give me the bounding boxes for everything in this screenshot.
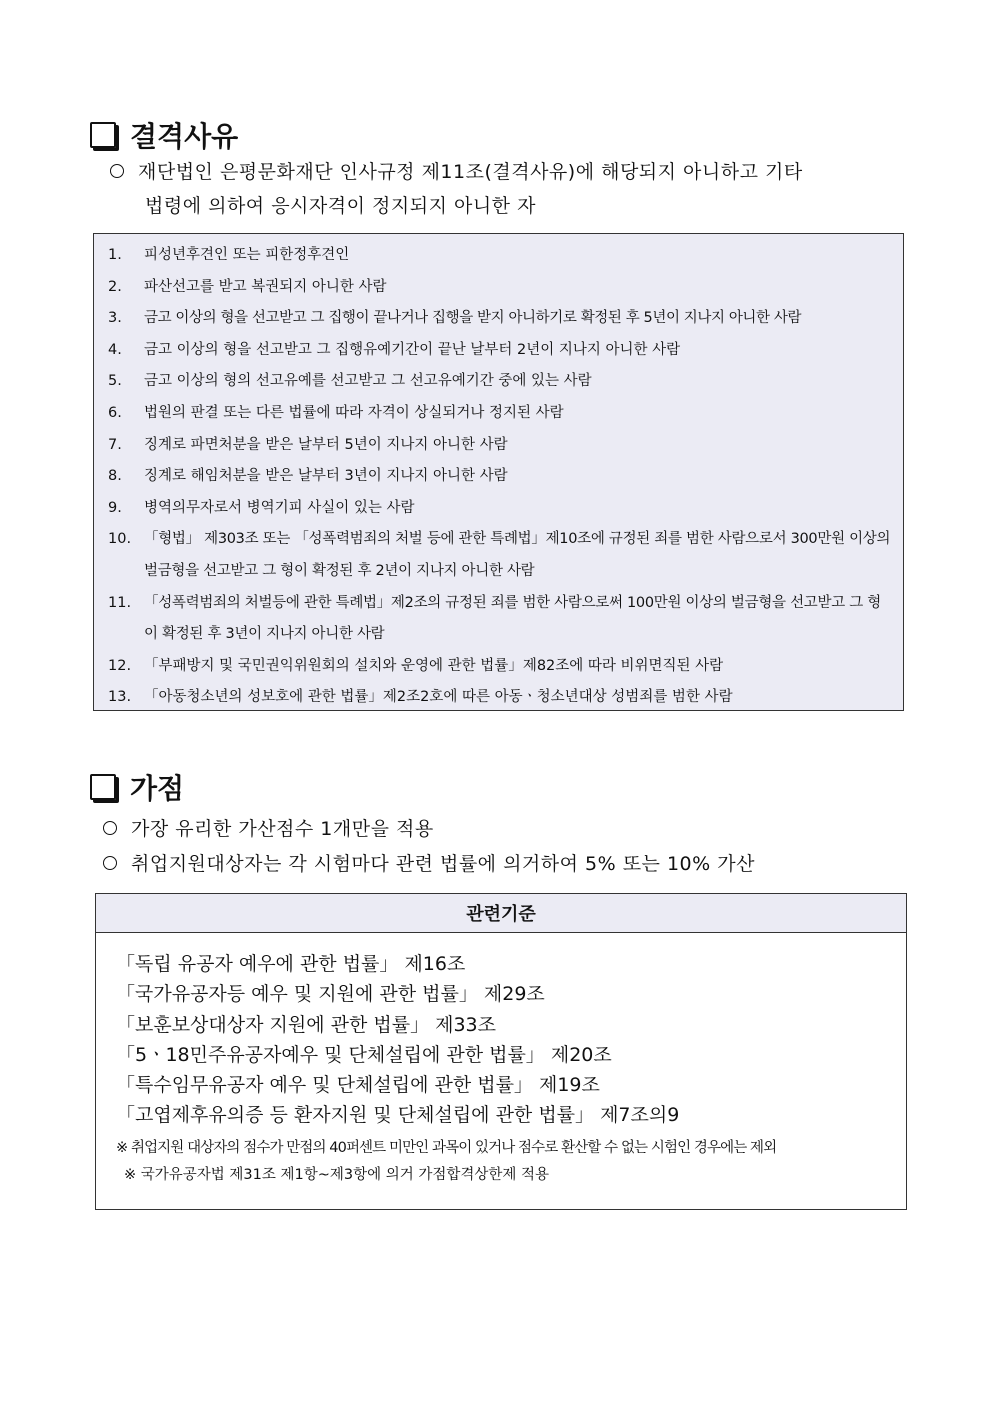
item-number: 1.	[108, 247, 122, 263]
item-text: 법원의 판결 또는 다른 법률에 따라 자격이 상실되거나 정지된 사람	[144, 404, 564, 421]
bullet-line	[103, 847, 755, 881]
item-text: 피성년후견인 또는 피한정후견인	[144, 247, 350, 263]
item-number: 7.	[108, 436, 122, 453]
list-item	[108, 335, 893, 367]
item-text: 「아동청소년의 성보호에 관한 법률」제2조2호에 따른 아동ㆍ청소년대상 성범죄를 범한 사람	[144, 689, 733, 706]
circle-bullet-icon	[103, 856, 117, 870]
list-item	[108, 303, 893, 335]
list-item	[108, 524, 893, 587]
item-text: 징계로 해임처분을 받은 날부터 3년이 지나지 아니한 사람	[144, 468, 508, 485]
law-item: 「특수임무유공자 예우 및 단체설립에 관한 법률」 제19조	[116, 1074, 600, 1097]
item-number: 5.	[108, 373, 122, 390]
item-number: 10.	[108, 531, 132, 548]
bullet-text: 취업지원대상자는 각 시험마다 관련 법률에 의거하여 5% 또는 10% 가산	[131, 853, 755, 875]
item-text: 병역의무자로서 병역기피 사실이 있는 사람	[144, 499, 415, 516]
reference-body	[96, 933, 906, 1189]
section-title-text: 결격사유	[130, 120, 239, 153]
checkbox-icon	[90, 122, 116, 148]
reference-box	[95, 893, 907, 1210]
item-text: 「형법」 제303조 또는 「성폭력범죄의 처벌 등에 관한 특례법」제10조에 규정된 죄를 범한 사람으로서 300만원 이상의 벌금형을 선고받고 그 형이 확정된 후 2년이 지나지 아니한 사람	[144, 531, 891, 579]
item-text: 징계로 파면처분을 받은 날부터 5년이 지나지 아니한 사람	[144, 436, 508, 453]
bullet-line-continued	[145, 189, 536, 223]
bullet-line	[103, 812, 434, 846]
footnote: ※ 국가유공자법 제31조 제1항~제3항에 의거 가점합격상한제 적용	[124, 1166, 550, 1183]
footnote: ※ 취업지원 대상자의 점수가 만점의 40퍼센트 미만인 과목이 있거나 점수로 환산할 수 없는 시험인 경우에는 제외	[116, 1139, 777, 1156]
item-number: 11.	[108, 594, 132, 611]
bullet-text: 가장 유리한 가산점수 1개만을 적용	[131, 818, 434, 840]
list-item	[108, 682, 893, 714]
bullet-text: 법령에 의하여 응시자격이 정지되지 아니한 자	[145, 195, 536, 217]
item-number: 8.	[108, 468, 122, 485]
checkbox-icon	[90, 774, 116, 800]
list-item	[108, 272, 893, 304]
list-item	[108, 398, 893, 430]
item-text: 「부패방지 및 국민권익위원회의 설치와 운영에 관한 법률」제82조에 따라 비위면직된 사람	[144, 657, 724, 674]
disqualification-list-box	[93, 233, 904, 711]
law-item: 「국가유공자등 예우 및 지원에 관한 법률」 제29조	[116, 983, 545, 1006]
list-item	[108, 651, 893, 683]
item-text: 금고 이상의 형을 선고받고 그 집행유예기간이 끝난 날부터 2년이 지나지 아니한 사람	[144, 341, 681, 358]
circle-bullet-icon	[103, 821, 117, 835]
reference-header: 관련기준	[96, 894, 906, 933]
item-number: 13.	[108, 689, 132, 706]
section-title-disqualification	[90, 115, 238, 155]
list-item	[108, 366, 893, 398]
bullet-text: 재단법인 은평문화재단 인사규정 제11조(결격사유)에 해당되지 아니하고 기타	[138, 161, 803, 183]
list-item	[108, 493, 893, 525]
law-item: 「독립 유공자 예우에 관한 법률」 제16조	[116, 953, 466, 975]
list-item	[108, 461, 893, 493]
section-title-bonus	[90, 767, 184, 807]
item-number: 9.	[108, 499, 122, 516]
item-number: 6.	[108, 404, 122, 421]
item-number: 3.	[108, 310, 122, 327]
law-item: 「5ㆍ18민주유공자예우 및 단체설립에 관한 법률」 제20조	[116, 1043, 612, 1066]
list-item	[108, 240, 893, 272]
list-item	[108, 588, 893, 651]
item-text: 「성폭력범죄의 처벌등에 관한 특례법」제2조의 규정된 죄를 범한 사람으로써 100만원 이상의 벌금형을 선고받고 그 형이 확정된 후 3년이 지나지 아니한 사람	[144, 594, 881, 643]
item-number: 2.	[108, 278, 122, 295]
item-text: 금고 이상의 형의 선고유예를 선고받고 그 선고유예기간 중에 있는 사람	[144, 373, 592, 390]
list-item	[108, 430, 893, 462]
law-item: 「고엽제후유의증 등 환자지원 및 단체설립에 관한 법률」 제7조의9	[116, 1104, 680, 1127]
item-text: 파산선고를 받고 복권되지 아니한 사람	[144, 278, 387, 295]
item-number: 4.	[108, 341, 122, 358]
section-title-text: 가점	[130, 772, 185, 805]
item-number: 12.	[108, 657, 132, 674]
bullet-line	[110, 155, 910, 189]
law-item: 「보훈보상대상자 지원에 관한 법률」 제33조	[116, 1013, 496, 1036]
item-text: 금고 이상의 형을 선고받고 그 집행이 끝나거나 집행을 받지 아니하기로 확정된 후 5년이 지나지 아니한 사람	[144, 310, 802, 327]
circle-bullet-icon	[110, 164, 124, 178]
